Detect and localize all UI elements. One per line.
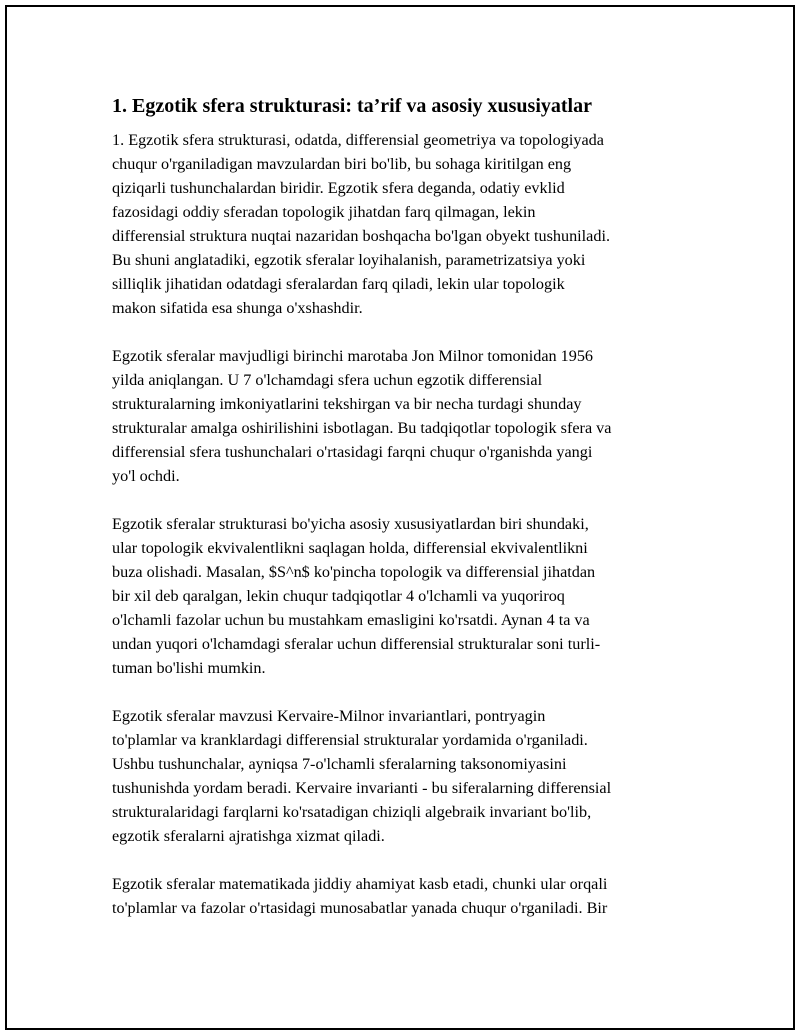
text-line: Egzotik sferalar matematikada jiddiy ahamiyat kasb etadi, chunki ular orqali bbox=[112, 875, 608, 893]
text-line: Ushbu tushunchalar, ayniqsa 7-o'lchamli sferalarning taksonomiyasini bbox=[112, 755, 567, 773]
text-line: ular topologik ekvivalentlikni saqlagan holda, differensial ekvivalentlikni bbox=[112, 539, 588, 557]
text-line: differensial struktura nuqtai nazaridan boshqacha bo'lgan obyekt tushuniladi. bbox=[112, 227, 610, 245]
text-line: Egzotik sferalar strukturasi bo'yicha asosiy xususiyatlardan biri shundaki, bbox=[112, 515, 589, 533]
text-line: Egzotik sferalar mavjudligi birinchi marotaba Jon Milnor tomonidan 1956 bbox=[112, 347, 594, 365]
paragraph-5 bbox=[112, 872, 690, 920]
paragraph-4 bbox=[112, 704, 690, 848]
text-line: strukturalaridagi farqlarni ko'rsatadigan chiziqli algebraik invariant bo'lib, bbox=[112, 803, 592, 821]
text-line: egzotik sferalarni ajratishga xizmat qiladi. bbox=[112, 827, 385, 845]
paragraph-1 bbox=[112, 128, 690, 320]
text-line: to'plamlar va kranklardagi differensial strukturalar yordamida o'rganiladi. bbox=[112, 731, 588, 749]
text-line: 1. Egzotik sfera strukturasi, odatda, differensial geometriya va topologiyada bbox=[112, 131, 604, 149]
text-line: tushunishda yordam beradi. Kervaire invarianti - bu siferalarning differensial bbox=[112, 779, 612, 797]
text-line: to'plamlar va fazolar o'rtasidagi munosabatlar yanada chuqur o'rganiladi. Bir bbox=[112, 899, 608, 917]
text-line: bir xil deb qaralgan, lekin chuqur tadqiqotlar 4 o'lchamli va yuqoriroq bbox=[112, 587, 565, 605]
text-line: makon sifatida esa shunga o'xshashdir. bbox=[112, 299, 363, 317]
text-line: tuman bo'lishi mumkin. bbox=[112, 659, 266, 677]
text-line: strukturalar amalga oshirilishini isbotlagan. Bu tadqiqotlar topologik sfera va bbox=[112, 419, 612, 437]
text-line: yo'l ochdi. bbox=[112, 467, 180, 485]
paragraph-2 bbox=[112, 344, 690, 488]
document-body bbox=[112, 92, 690, 944]
text-line: yilda aniqlangan. U 7 o'lchamdagi sfera uchun egzotik differensial bbox=[112, 371, 543, 389]
text-line: silliqlik jihatidan odatdagi sferalardan farq qiladi, lekin ular topologik bbox=[112, 275, 565, 293]
paragraph-3 bbox=[112, 512, 690, 680]
text-line: fazosidagi oddiy sferadan topologik jihatdan farq qilmagan, lekin bbox=[112, 203, 536, 221]
text-line: o'lchamli fazolar uchun bu mustahkam emasligini ko'rsatdi. Aynan 4 ta va bbox=[112, 611, 590, 629]
text-line: undan yuqori o'lchamdagi sferalar uchun differensial strukturalar soni turli- bbox=[112, 635, 601, 653]
text-line: chuqur o'rganiladigan mavzulardan biri bo'lib, bu sohaga kiritilgan eng bbox=[112, 155, 572, 173]
text-line: Bu shuni anglatadiki, egzotik sferalar loyihalanish, parametrizatsiya yoki bbox=[112, 251, 586, 269]
document-title: 1. Egzotik sfera strukturasi: ta’rif va asosiy xususiyatlar bbox=[112, 95, 592, 117]
text-line: differensial sfera tushunchalari o'rtasidagi farqni chuqur o'rganishda yangi bbox=[112, 443, 593, 461]
text-line: buza olishadi. Masalan, $S^n$ ko'pincha topologik va differensial jihatdan bbox=[112, 563, 596, 581]
text-line: qiziqarli tushunchalardan biridir. Egzotik sfera deganda, odatiy evklid bbox=[112, 179, 565, 197]
text-line: Egzotik sferalar mavzusi Kervaire-Milnor invariantlari, pontryagin bbox=[112, 707, 546, 725]
text-line: strukturalarning imkoniyatlarini tekshirgan va bir necha turdagi shunday bbox=[112, 395, 582, 413]
